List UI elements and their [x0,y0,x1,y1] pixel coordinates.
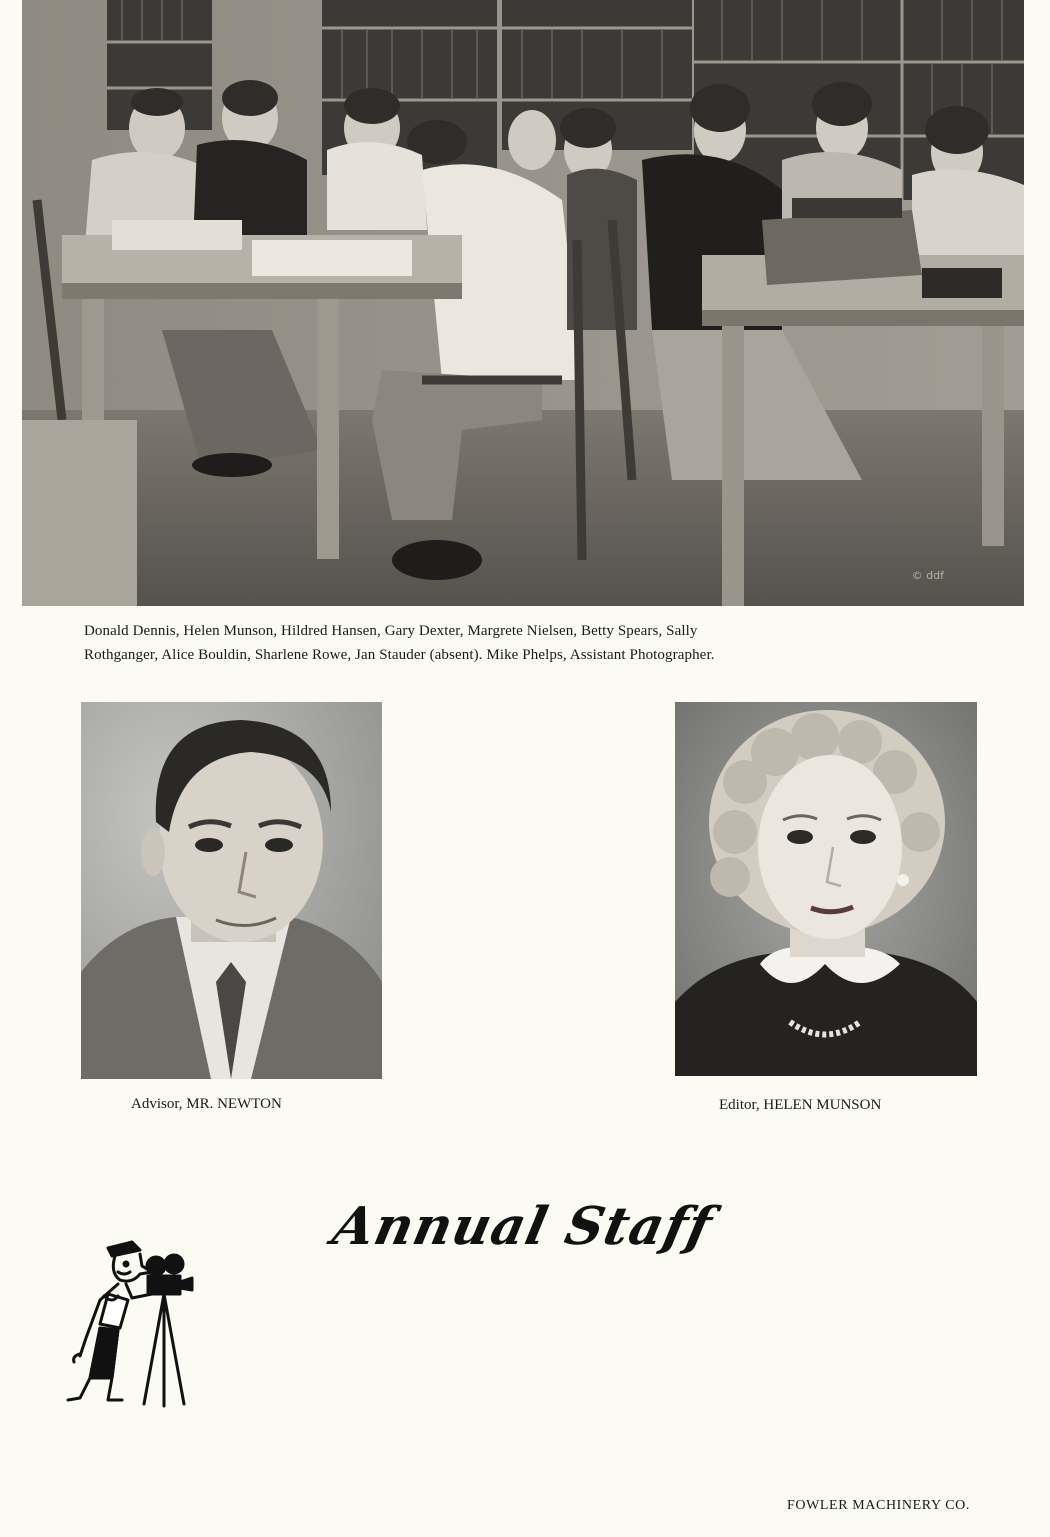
editor-portrait [675,702,977,1076]
footer-sponsor: FOWLER MACHINERY CO. [787,1498,970,1513]
advisor-portrait [81,702,382,1079]
editor-caption: Editor, HELEN MUNSON [719,1097,882,1113]
advisor-caption: Advisor, MR. NEWTON [131,1096,282,1112]
page-heading: Annual Staff [327,1196,718,1257]
group-caption-line-1: Donald Dennis, Helen Munson, Hildred Hansen, Gary Dexter, Margrete Nielsen, Betty Spears, Sally [84,623,698,639]
cameraman-with-movie-camera-icon [60,1228,210,1410]
watermark: © ddf [911,569,944,582]
group-caption-line-2: Rothganger, Alice Bouldin, Sharlene Rowe, Jan Stauder (absent). Mike Phelps, Assistant Photographer. [84,647,715,663]
group-photo [22,0,1024,606]
